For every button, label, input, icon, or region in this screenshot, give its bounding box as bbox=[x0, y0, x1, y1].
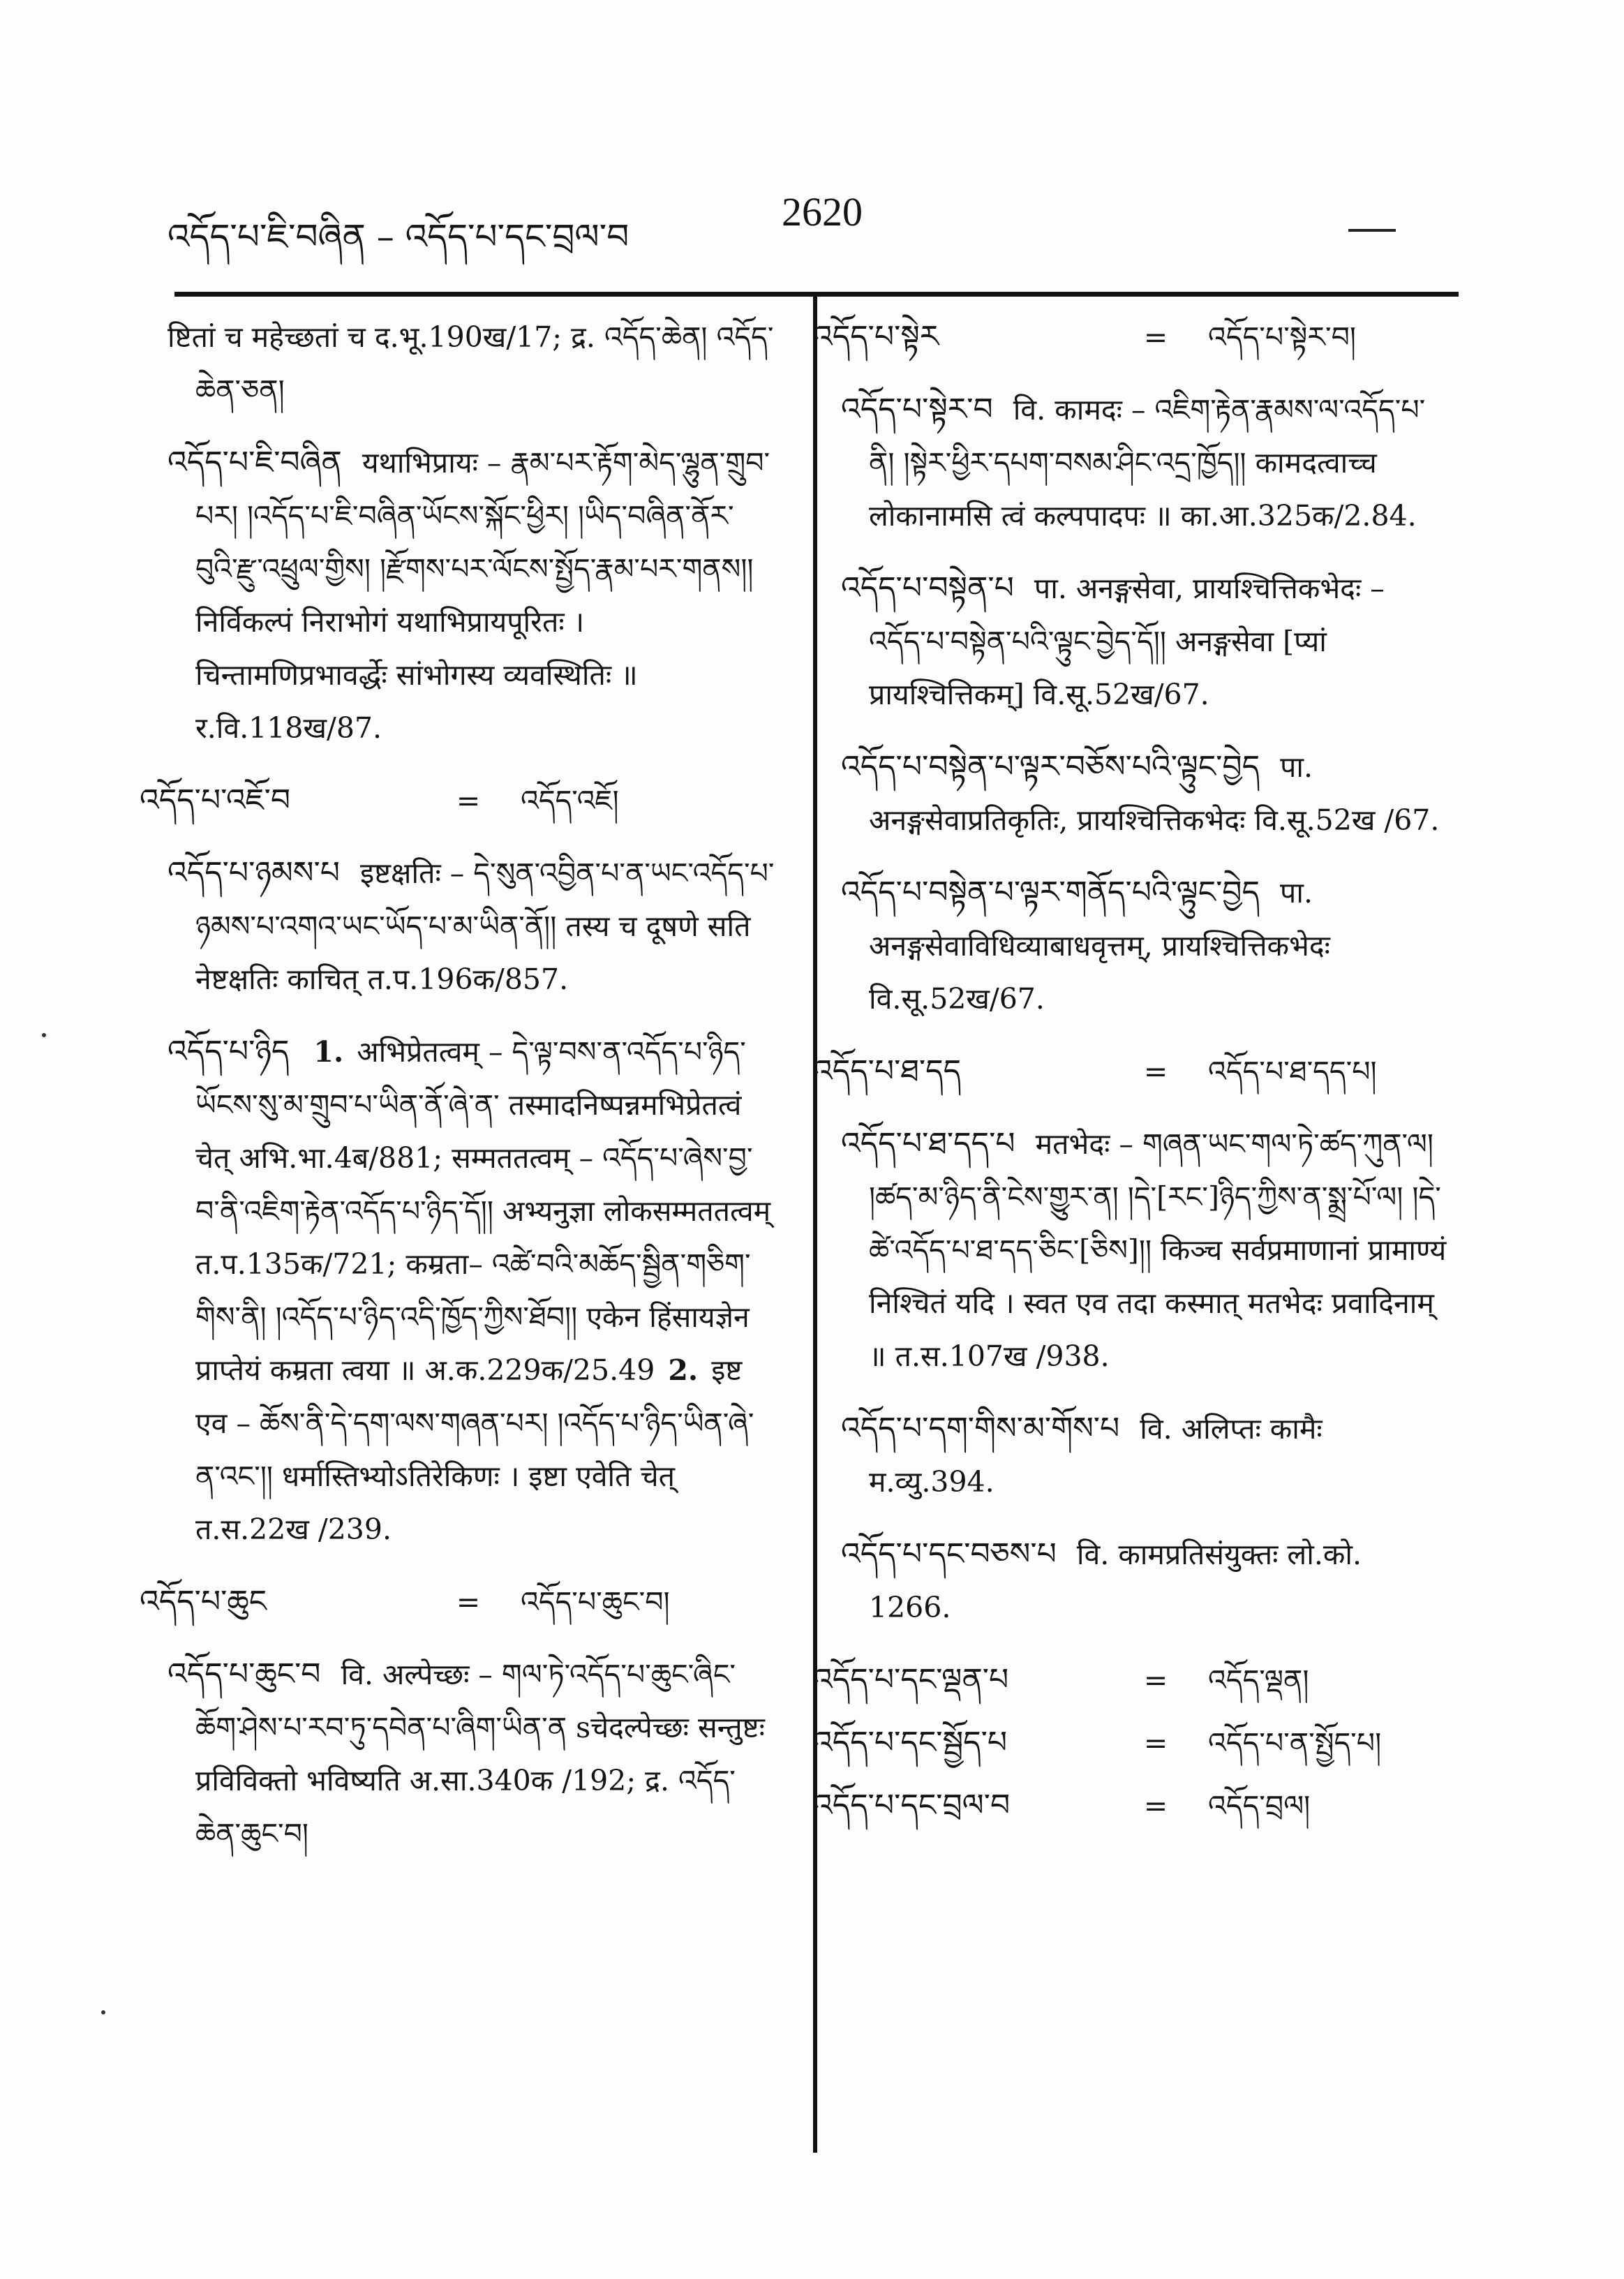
entry-headword: འདོད་པ་བསྟེན་པ bbox=[841, 570, 1014, 606]
cross-reference-entry bbox=[813, 1779, 1448, 1832]
dictionary-entry bbox=[167, 436, 775, 755]
entry-gloss: मतभेदः – གཞན་ཡང་གལ་ཏེ་ཚད་ཀུན་ལ། །ཚད་མ་ཉིད་ནི་ངེས་གྱུར་ན། །དེ་[རང་]ཉིད་ཀྱིས་ན་སྨྲ་པོ་ལ། །དེ་ཚེ་འདོད་པ་ཐ་དད་ཅིང་[ཅིས]།། किञ्च सर्वप्रमाणानां प्रामाण्यं निश्चितं यदि । स्वत एव तदा कस्मात् मतभेदः प्रवादिनाम् ॥ त.स.107ख /938. bbox=[869, 1127, 1447, 1373]
entry-headword: འདོད་པ་ཆུང bbox=[140, 1584, 267, 1619]
entry-gloss: अभिप्रेतत्वम् – དེ་ལྟ་བས་ན་འདོད་པ་ཉིད་ཡོངས་སུ་མ་གྲུབ་པ་ཡིན་ནོ་ཞེ་ན་ तस्मादनिष्पन्नमभिप्रेतत्वं चेत् अभि.भा.4ब/881; सम्मततत्वम् – འདོད་པ་ཞེས་བྱ་བ་ནི་འཇིག་རྟེན་འདོད་པ་ཉིད་དོ།། अभ्यनुज्ञा लोकसम्मततत्वम् त.प.135क/721; कम्रता– འཚེ་བའི་མཆོད་སྦྱིན་གཅིག་གིས་ནི། །འདོད་པ་ཉིད་འདི་ཁྱོད་ཀྱིས་ཐོབ།། एकेन हिंसायज्ञेन प्राप्तेयं कम्रता त्वया ॥ अ.क.229क/25.49 bbox=[195, 1035, 771, 1387]
dictionary-entry bbox=[841, 383, 1448, 542]
entry-gloss: वि. कामप्रतिसंयुक्तः लो.को. 1266. bbox=[869, 1538, 1362, 1624]
equals-sign: = bbox=[1143, 1789, 1168, 1823]
cross-reference-entry bbox=[813, 1654, 1448, 1707]
entry-gloss: यथाभिप्रायः – རྣམ་པར་རྟོག་མེད་ལྷུན་གྲུབ་པར། །འདོད་པ་ཇི་བཞིན་ཡོངས་སྐོང་ཕྱིར། །ཡིད་བཞིན་ནོར་བུའི་རྫུ་འཕྲུལ་གྱིས། །རྫོགས་པར་ལོངས་སྤྱོད་རྣམ་པར་གནས།། निर्विकल्पं निराभोगं यथाभिप्रायपूरितः । चिन्तामणिप्रभावर्द्धेः सांभोगस्य व्यवस्थितिः ॥ र.वि.118ख/87. bbox=[195, 446, 770, 745]
header-mark bbox=[1348, 229, 1396, 232]
page-header bbox=[167, 188, 1459, 265]
entry-reference: འདོད་པ་ཆུང་བ། bbox=[521, 1585, 670, 1619]
dictionary-entry bbox=[841, 1528, 1448, 1634]
entry-headword: འདོད་པ་ཐ་དད bbox=[813, 1053, 962, 1089]
cross-reference-entry bbox=[140, 1575, 775, 1628]
right-column bbox=[813, 311, 1448, 1842]
entry-gloss: ष्टितां च महेच्छतां च द.भू.190ख/17; द्र. འདོད་ཆེན། འདོད་ཆེན་ཅན། bbox=[167, 320, 774, 407]
dictionary-entry bbox=[167, 1025, 775, 1556]
entry-headword: འདོད་པ་བསྟེན་པ་ལྟར་གནོད་པའི་ལྟུང་བྱེད bbox=[841, 875, 1260, 910]
entry-headword: འདོད་པ་དང་བཅས་པ bbox=[841, 1536, 1057, 1572]
sense-number: 2. bbox=[668, 1353, 699, 1387]
entry-headword: འདོད་པ་དང་ལྡན་པ bbox=[813, 1662, 1009, 1698]
entry-gloss: इष्ट एव – ཆོས་ནི་དེ་དག་ལས་གཞན་པར། །འདོད་པ་ཉིད་ཡིན་ཞེ་ན་འང་།། धर्मास्तिभ्योऽतिरेकिणः । इष्टा एवेति चेत् त.स.22ख /239. bbox=[195, 1353, 754, 1546]
entry-headword: འདོད་པ་སྟེར bbox=[813, 319, 939, 355]
entry-reference: འདོད་འཇོ། bbox=[521, 784, 619, 817]
page-number: 2620 bbox=[782, 189, 863, 235]
cross-reference-entry bbox=[813, 311, 1448, 364]
equals-sign: = bbox=[1143, 1663, 1168, 1697]
cross-reference-entry bbox=[813, 1045, 1448, 1098]
equals-sign: = bbox=[1143, 1726, 1168, 1760]
entry-reference: འདོད་པ་ན་སྤྱོད་པ། bbox=[1208, 1726, 1382, 1760]
equals-sign: = bbox=[456, 784, 481, 817]
entry-reference: འདོད་བྲལ། bbox=[1208, 1789, 1311, 1823]
entry-headword: འདོད་པ་ཉམས་པ bbox=[167, 855, 340, 891]
dictionary-entry bbox=[841, 866, 1448, 1025]
equals-sign: = bbox=[1143, 1055, 1168, 1088]
dictionary-entry bbox=[167, 311, 775, 417]
running-head: འདོད་པ་ཇི་བཞིན – འདོད་པ་དང་བྲལ་བ bbox=[167, 216, 630, 257]
entry-headword: འདོད་པ་ཆུང་བ bbox=[167, 1656, 321, 1692]
entry-reference: འདོད་ལྡན། bbox=[1208, 1663, 1309, 1697]
cross-reference-entry bbox=[813, 1716, 1448, 1769]
entry-headword: འདོད་པ་དང་བྲལ་བ bbox=[813, 1788, 1011, 1823]
entry-gloss: पा. अनङ्गसेवाप्रतिकृतिः, प्रायश्चित्तिकभेदः वि.सू.52ख /67. bbox=[869, 750, 1440, 837]
entry-headword: འདོད་པ་དག་གིས་མ་གོས་པ bbox=[841, 1411, 1120, 1446]
equals-sign: = bbox=[1143, 320, 1168, 354]
entry-headword: འདོད་པ་བསྟེན་པ་ལྟར་བཅོས་པའི་ལྟུང་བྱེད bbox=[841, 749, 1260, 785]
dictionary-entry bbox=[841, 1118, 1448, 1383]
dictionary-entry bbox=[841, 741, 1448, 847]
entry-gloss: वि. अलिप्तः कामैः म.व्यु.394. bbox=[869, 1412, 1323, 1499]
entry-gloss: वि. कामदः – འཇིག་རྟེན་རྣམས་ལ་འདོད་པ་ནི། །སྟེར་ཕྱིར་དཔག་བསམ་ཤིང་འདྲ་ཁྱོད།། कामदत्वाच्च लोकानामसि त्वं कल्पपादपः ॥ का.आ.325क/2.84. bbox=[869, 393, 1426, 533]
entry-reference: འདོད་པ་སྟེར་བ། bbox=[1208, 320, 1356, 354]
entry-headword: འདོད་པ་ཉིད bbox=[167, 1034, 290, 1069]
entry-reference: འདོད་པ་ཐ་དད་པ། bbox=[1208, 1055, 1377, 1088]
entry-headword: འདོད་པ་འཇོ་བ bbox=[140, 782, 291, 818]
dictionary-entry bbox=[841, 562, 1448, 721]
entry-gloss: पा. अनङ्गसेवाविधिव्याबाधवृत्तम्, प्रायश्चित्तिकभेदः वि.सू.52ख/67. bbox=[869, 876, 1330, 1016]
equals-sign: = bbox=[456, 1585, 481, 1619]
dictionary-entry bbox=[167, 1648, 775, 1860]
entry-headword: འདོད་པ་ཐ་དད་པ bbox=[841, 1126, 1015, 1161]
cross-reference-entry bbox=[140, 774, 775, 827]
dictionary-entry bbox=[841, 1402, 1448, 1508]
entry-headword: འདོད་པ་ཇི་བཞིན bbox=[167, 445, 342, 480]
left-column bbox=[140, 311, 775, 1880]
entry-headword: འདོད་པ་དང་སྦྱོད་པ bbox=[813, 1725, 1008, 1760]
column-divider bbox=[813, 296, 817, 2153]
dictionary-entry bbox=[167, 847, 775, 1006]
entry-gloss: इष्टक्षतिः – དེ་སུན་འབྱིན་པ་ན་ཡང་འདོད་པ་ཉམས་པ་འགའ་ཡང་ཡོད་པ་མ་ཡིན་ནོ།། तस्य च दूषणे सति नेष्टक्षतिः काचित् त.प.196क/857. bbox=[195, 856, 775, 996]
entry-headword: འདོད་པ་སྟེར་བ bbox=[841, 392, 993, 427]
sense-number: 1. bbox=[313, 1035, 344, 1069]
entry-gloss: पा. अनङ्गसेवा, प्रायश्चित्तिकभेदः – འདོད་པ་བསྟེན་པའི་ལྟུང་བྱེད་དོ།། अनङ्गसेवा [प्यां प्रायश्चित्तिकम्] वि.सू.52ख/67. bbox=[869, 572, 1385, 711]
margin-speck bbox=[101, 2010, 105, 2014]
entry-gloss: वि. अल्पेच्छः – གལ་ཏེ་འདོད་པ་ཆུང་ཞིང་ཆོག་ཤེས་པ་རབ་ཏུ་དབེན་པ་ཞིག་ཡིན་ན sचेदल्पेच्छः सन्तुष्टः प्रविविक्तो भविष्यति अ.सा.340क /192; द्र. འདོད་ཆེན་ཆུང་བ། bbox=[195, 1658, 765, 1850]
margin-speck bbox=[42, 1033, 46, 1037]
